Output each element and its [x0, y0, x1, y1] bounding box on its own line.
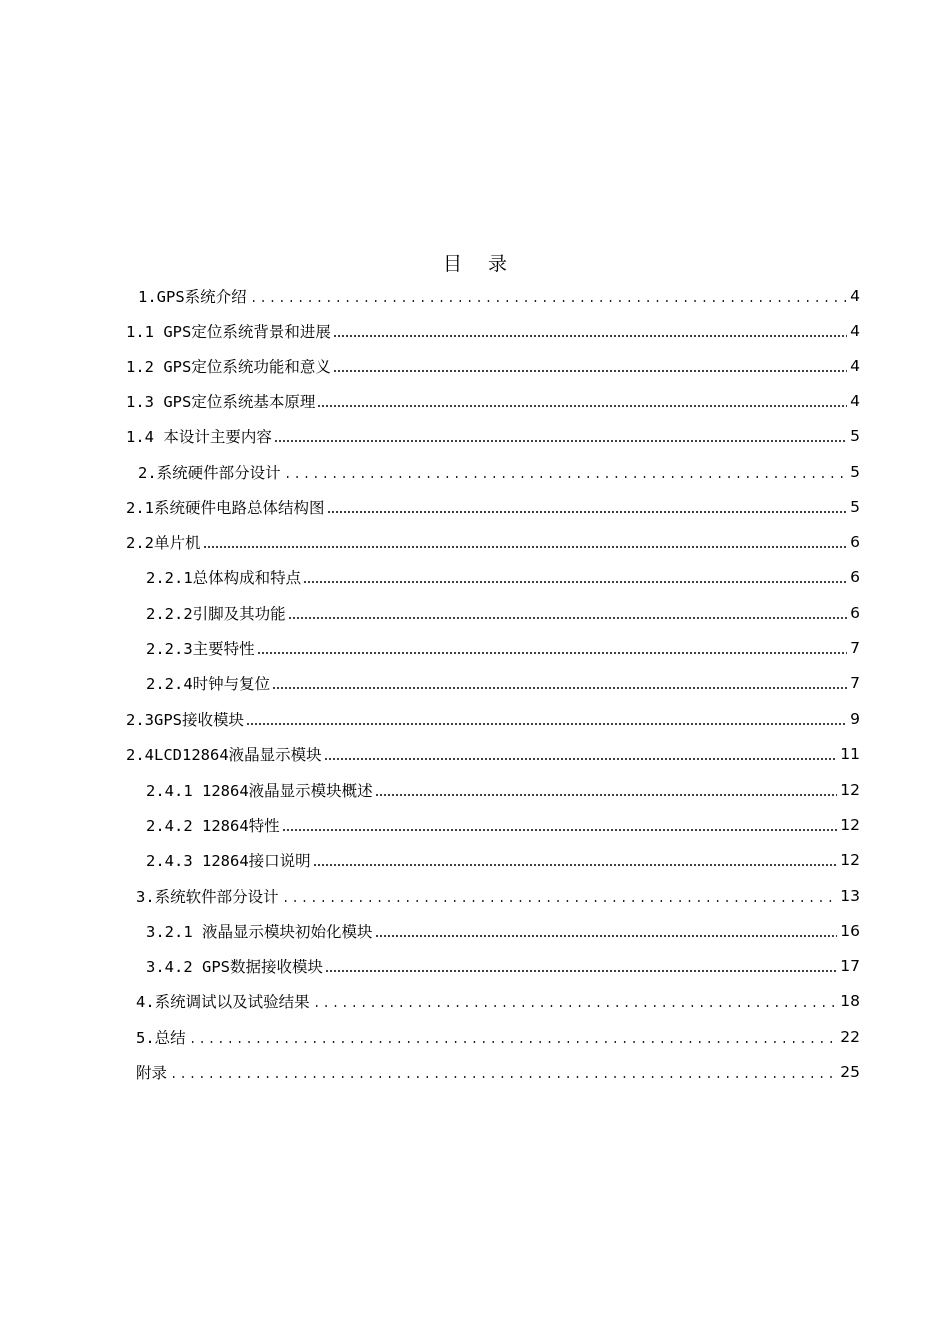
toc-entry-page: 12 — [840, 816, 860, 834]
toc-entry-page: 12 — [840, 851, 860, 869]
toc-entry-label: 2.4.1 12864液晶显示模块概述 — [146, 782, 373, 800]
dot-leader — [327, 497, 848, 517]
toc-entry-label: 1.3 GPS定位系统基本原理 — [126, 393, 316, 411]
toc-entry-label: 1.4 本设计主要内容 — [126, 428, 272, 446]
toc-entry-label: 2.1系统硬件电路总体结构图 — [126, 499, 325, 517]
toc-entry-page: 6 — [850, 533, 860, 551]
toc-entry-label: 1.2 GPS定位系统功能和意义 — [126, 358, 331, 376]
dot-leader — [313, 850, 838, 870]
toc-entry-page: 5 — [850, 498, 860, 516]
toc-entry-page: 22 — [840, 1028, 860, 1046]
toc-entry-label: 4.系统调试以及试验结果 — [136, 993, 310, 1011]
toc-entry-label: 2.2.3主要特性 — [146, 640, 255, 658]
toc-entry-label: 1.1 GPS定位系统背景和进展 — [126, 323, 331, 341]
dot-leader — [333, 321, 847, 341]
toc-entry-label: 2.2单片机 — [126, 534, 201, 552]
toc-entry[interactable] — [138, 454, 860, 490]
toc-entry-page: 9 — [850, 710, 860, 728]
toc-entry-label: 3.系统软件部分设计 — [136, 888, 279, 906]
toc-entry-page: 4 — [850, 357, 860, 375]
toc-entry[interactable] — [146, 595, 860, 631]
toc-entry-label: 3.2.1 液晶显示模块初始化模块 — [146, 923, 373, 941]
dot-leader — [325, 956, 837, 976]
toc-entry-page: 5 — [850, 427, 860, 445]
toc-entry-page: 11 — [840, 745, 860, 763]
toc-entry[interactable] — [146, 630, 860, 666]
toc-entry-page: 5 — [850, 463, 860, 481]
dot-leader — [312, 991, 838, 1011]
toc-entry[interactable] — [126, 313, 860, 349]
toc-entry-label: 1.GPS系统介绍 — [138, 288, 247, 306]
dot-leader — [281, 886, 838, 906]
toc-entry[interactable] — [126, 418, 860, 454]
toc-entry-page: 4 — [850, 322, 860, 340]
toc-entry-page: 25 — [840, 1063, 860, 1081]
toc-entry-page: 12 — [840, 781, 860, 799]
dot-leader — [169, 1062, 837, 1082]
toc-entry[interactable] — [126, 736, 860, 772]
dot-leader — [203, 532, 848, 552]
dot-leader — [246, 709, 847, 729]
dot-leader — [317, 391, 847, 411]
toc-entry[interactable] — [146, 913, 860, 949]
toc-entry[interactable] — [136, 1054, 860, 1090]
toc-entry-label: 2.4LCD12864液晶显示模块 — [126, 746, 322, 764]
toc-entry[interactable] — [126, 701, 860, 737]
dot-leader — [288, 603, 847, 623]
toc-entry[interactable] — [126, 524, 860, 560]
toc-entry-page: 4 — [850, 287, 860, 305]
toc-entry-label: 2.系统硬件部分设计 — [138, 464, 281, 482]
toc-entry-page: 6 — [850, 568, 860, 586]
dot-leader — [375, 780, 838, 800]
toc-entry-page: 16 — [840, 922, 860, 940]
dot-leader — [375, 921, 838, 941]
toc-entry[interactable] — [136, 1019, 860, 1055]
dot-leader — [324, 744, 838, 764]
toc-entry[interactable] — [146, 559, 860, 595]
toc-entry-label: 2.3GPS接收模块 — [126, 711, 244, 729]
toc-entry-label: 2.2.2引脚及其功能 — [146, 605, 286, 623]
toc-entry[interactable] — [126, 383, 860, 419]
toc-entry-label: 2.4.3 12864接口说明 — [146, 852, 311, 870]
toc-entry-label: 2.2.1总体构成和特点 — [146, 569, 302, 587]
toc-entry-label: 5.总结 — [136, 1029, 186, 1047]
dot-leader — [282, 815, 838, 835]
toc-entry[interactable] — [136, 983, 860, 1019]
toc-title: 目 录 — [442, 253, 518, 275]
toc-entry[interactable] — [146, 665, 860, 701]
toc-entry-label: 附录 — [136, 1064, 168, 1082]
toc-entry[interactable] — [126, 348, 860, 384]
dot-leader — [257, 638, 847, 658]
toc-entry-page: 17 — [840, 957, 860, 975]
toc-entry[interactable] — [146, 948, 860, 984]
toc-entry[interactable] — [146, 842, 860, 878]
dot-leader — [249, 286, 847, 306]
toc-entry-label: 3.4.2 GPS数据接收模块 — [146, 958, 323, 976]
toc-entry-label: 2.2.4时钟与复位 — [146, 675, 271, 693]
dot-leader — [333, 356, 847, 376]
dot-leader — [188, 1027, 838, 1047]
toc-entry-page: 13 — [840, 887, 860, 905]
toc-entry-page: 18 — [840, 992, 860, 1010]
toc-entry-page: 7 — [850, 674, 860, 692]
toc-entry-page: 6 — [850, 604, 860, 622]
toc-entry[interactable] — [146, 772, 860, 808]
toc-entry-page: 4 — [850, 392, 860, 410]
toc-entry[interactable] — [126, 489, 860, 525]
toc-entry[interactable] — [138, 278, 860, 314]
toc-entry-label: 2.4.2 12864特性 — [146, 817, 280, 835]
toc-entry[interactable] — [136, 878, 860, 914]
dot-leader — [283, 462, 847, 482]
dot-leader — [303, 567, 847, 587]
toc-entry-page: 7 — [850, 639, 860, 657]
toc-entry[interactable] — [146, 807, 860, 843]
dot-leader — [272, 673, 847, 693]
dot-leader — [274, 426, 847, 446]
